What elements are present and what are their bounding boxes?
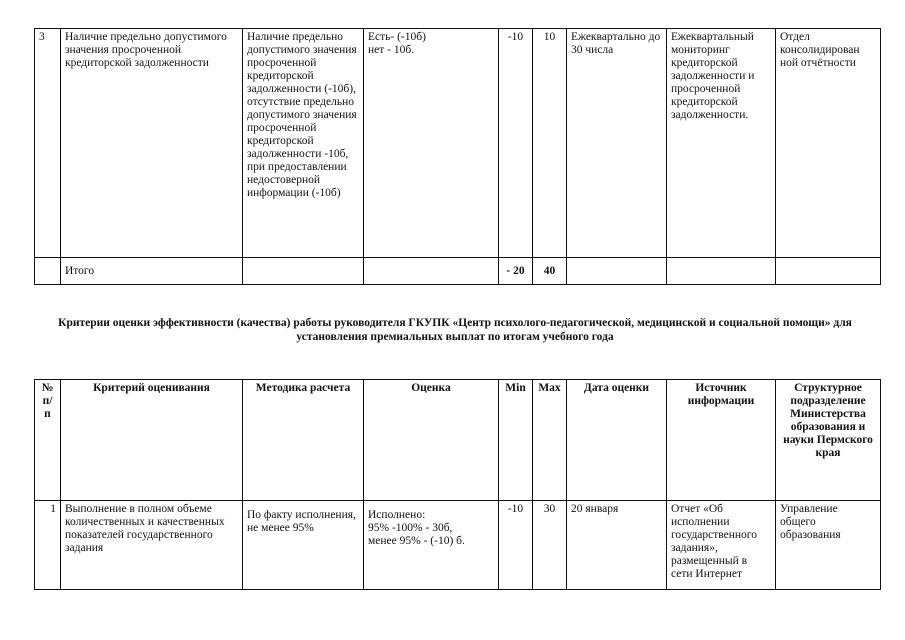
score-cell: Исполнено: 95% -100% - 30б, менее 95% - (-10) б. [364, 501, 499, 590]
header-source: Источник информации [667, 380, 776, 501]
total-empty-cell [567, 258, 667, 285]
method-cell: По факту исполнения, не менее 95% [243, 501, 364, 590]
criteria-table-continued [34, 28, 881, 285]
total-empty-cell [35, 258, 61, 285]
score-cell: Есть- (-10б) нет - 10б. [364, 29, 499, 258]
header-department: Структурное подразделение Министерства образования и науки Пермского края [776, 380, 881, 501]
header-score: Оценка [364, 380, 499, 501]
min-cell: -10 [499, 29, 533, 258]
total-min: - 20 [499, 258, 533, 285]
criterion-cell: Наличие предельно допустимого значения просроченной кредиторской задолженности [61, 29, 243, 258]
header-min: Min [499, 380, 533, 501]
total-empty-cell [667, 258, 776, 285]
source-cell: Отчет «Об исполнении государственного задания», размещенный в сети Интернет [667, 501, 776, 590]
method-cell: Наличие предельно допустимого значения просроченной кредиторской задолженности (-10б), отсутствие предельно допустимого значения просроченной кредиторской задолженности -10б, при предоставлении недостоверной информации (-10б) [243, 29, 364, 258]
total-empty-cell [776, 258, 881, 285]
header-criterion: Критерий оценивания [61, 380, 243, 501]
total-row [35, 258, 881, 285]
min-cell: -10 [499, 501, 533, 590]
total-empty-cell [364, 258, 499, 285]
criteria-table [34, 379, 881, 590]
row-number: 1 [35, 501, 61, 590]
date-cell: 20 января [567, 501, 667, 590]
department-cell: Управление общего образования [776, 501, 881, 590]
date-cell: Ежеквартально до 30 числа [567, 29, 667, 258]
criterion-cell: Выполнение в полном объеме количественных и качественных показателей государственного задания [61, 501, 243, 590]
table-row [35, 29, 881, 258]
section-title: Критерии оценки эффективности (качества) работы руководителя ГКУПК «Центр психолого-педагогической, медицинской и социальной помощи» для установления премиальных выплат по итогам учебного года [58, 317, 852, 343]
header-number: № п/ п [35, 380, 61, 501]
header-row [35, 380, 881, 501]
table-row [35, 501, 881, 590]
header-max: Max [533, 380, 567, 501]
row-number: 3 [35, 29, 61, 258]
header-method: Методика расчета [243, 380, 364, 501]
department-cell: Отдел консолидирован ной отчётности [776, 29, 881, 258]
header-date: Дата оценки [567, 380, 667, 501]
total-max: 40 [533, 258, 567, 285]
total-empty-cell [243, 258, 364, 285]
source-cell: Ежеквартальный мониторинг кредиторской задолженности и просроченной кредиторской задолженности. [667, 29, 776, 258]
max-cell: 30 [533, 501, 567, 590]
max-cell: 10 [533, 29, 567, 258]
total-label: Итого [61, 258, 243, 285]
